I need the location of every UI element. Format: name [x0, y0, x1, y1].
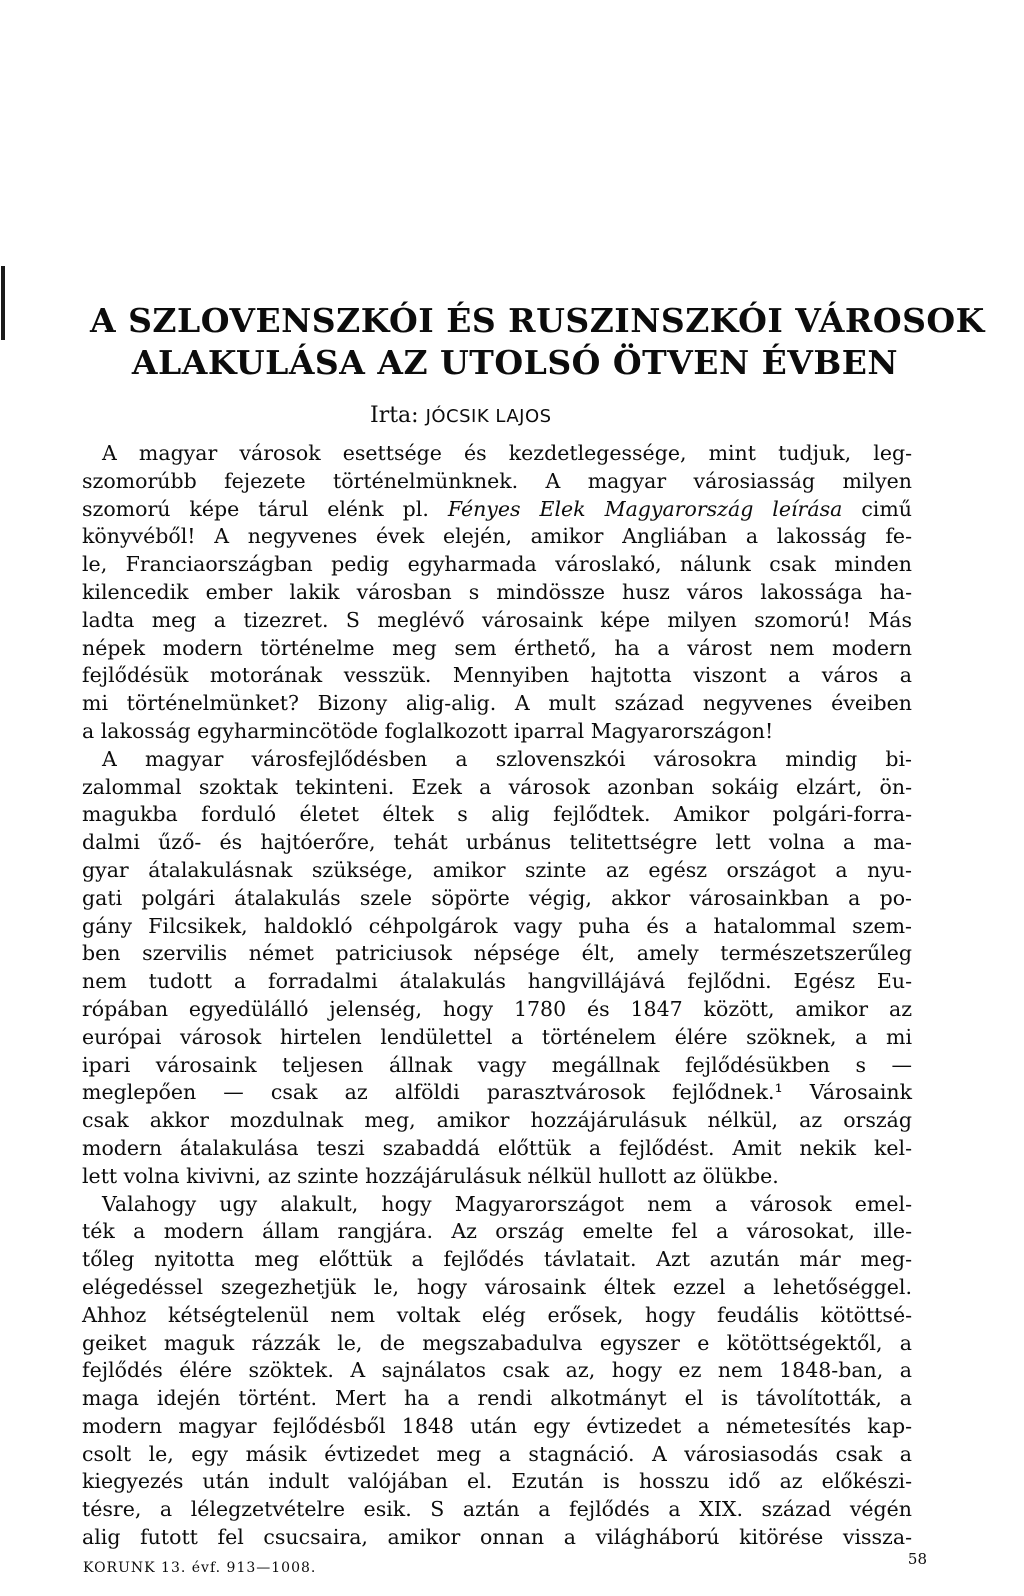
- byline: [370, 401, 552, 432]
- text-line: geiket maguk rázzák le, de megszabadulva egyszer e kötöttségektől, a: [82, 1330, 912, 1355]
- author-name: JÓCSIK LAJOS: [425, 406, 552, 427]
- text-line: európai városok hirtelen lendülettel a történelem élére szöknek, a mi: [82, 1024, 912, 1049]
- text-line: lett volna kivivni, az szinte hozzájárulásuk nélkül hullott az ölükbe.: [82, 1163, 779, 1188]
- article-title: [90, 300, 985, 384]
- text-line: gány Filcsikek, haldokló céhpolgárok vagy puha és a hatalommal szem-: [82, 913, 912, 938]
- text-line: Ahhoz kétségtelenül nem voltak elég erősek, hogy feudális kötöttsé-: [82, 1302, 912, 1327]
- scan-edge-mark: [1, 266, 5, 340]
- text-line: csak akkor mozdulnak meg, amikor hozzájárulásuk nélkül, az ország: [82, 1108, 912, 1133]
- text-line: dalmi űző- és hajtóerőre, tehát urbánus telitettségre lett volna a ma-: [82, 830, 912, 855]
- text-line: gyar átalakulásnak szüksége, amikor szinte az egész országot a nyu-: [82, 857, 912, 882]
- text-line: népek modern történelme meg sem érthető, ha a várost nem modern: [82, 635, 912, 660]
- text-line: maga idején történt. Mert ha a rendi alkotmányt el is távolították, a: [82, 1386, 912, 1411]
- text-line: ipari városaink teljesen állnak vagy megállnak fejlődésükben s —: [82, 1052, 912, 1077]
- text-line: meglepően — csak az alföldi parasztvárosok fejlődnek.¹ Városaink: [82, 1080, 912, 1105]
- text-line: [82, 496, 912, 524]
- text-line: mi történelmünket? Bizony alig-alig. A mult század negyvenes éveiben: [82, 691, 912, 716]
- text-line: alig futott fel csucsaira, amikor onnan a világháború kitörése vissza-: [82, 1525, 912, 1550]
- text-line: könyvéből! A negyvenes évek elején, amikor Angliában a lakosság fe-: [82, 524, 912, 549]
- title-line-2: ALAKULÁSA AZ UTOLSÓ ÖTVEN ÉVBEN: [131, 343, 899, 382]
- text-line: A magyar városok esettsége és kezdetlegessége, mint tudjuk, leg-: [102, 441, 912, 465]
- text-line: A magyar városfejlődésben a szlovenszkói városokra mindig bi-: [102, 746, 912, 771]
- text-line: csolt le, egy másik évtizedet meg a stagnáció. A városiasodás csak a: [82, 1441, 912, 1466]
- byline-prefix: Irta:: [370, 403, 419, 428]
- text-line: modern átalakulása teszi szabaddá előttük a fejlődést. Amit nekik kel-: [82, 1135, 912, 1160]
- text-line: tőleg nyitotta meg előttük a fejlődés távlatait. Azt azután már meg-: [82, 1247, 912, 1272]
- text-line: ték a modern állam rangjára. Az ország emelte fel a városokat, ille-: [82, 1219, 912, 1244]
- text-line: rópában egyedülálló jelenség, hogy 1780 és 1847 között, amikor az: [82, 996, 912, 1021]
- text-line: tésre, a lélegzetvételre esik. S aztán a fejlődés a XIX. század végén: [82, 1497, 912, 1522]
- text-line-end: cimű: [842, 496, 912, 521]
- text-line: le, Franciaországban pedig egyharmada városlakó, nálunk csak minden: [82, 552, 912, 577]
- text-line: modern magyar fejlődésből 1848 után egy évtizedet a németesítés kap-: [82, 1413, 912, 1438]
- text-line: fejlődés élére szöktek. A sajnálatos csak az, hogy ez nem 1848-ban, a: [82, 1358, 912, 1383]
- text-line: kiegyezés után indult valójában el. Ezután is hosszu idő az előkészi-: [82, 1469, 912, 1494]
- text-line: fejlődésük motorának vesszük. Mennyiben hajtotta viszont a város a: [82, 663, 912, 688]
- text-line: ben szervilis német patriciusok népsége élt, amely természetszerűleg: [82, 941, 912, 966]
- journal-footer: KORUNK 13. évf. 913—1008.: [83, 1560, 317, 1576]
- text-line: nem tudott a forradalmi átalakulás hangvillájává fejlődni. Egész Eu-: [82, 969, 912, 994]
- text-line: szomorúbb fejezete történelmünknek. A magyar városiasság milyen: [82, 468, 912, 493]
- text-line: ladta meg a tizezret. S meglévő városaink képe milyen szomorú! Más: [82, 607, 912, 632]
- text-line: a lakosság egyharmincötöde foglalkozott iparral Magyarországon!: [82, 718, 774, 743]
- text-line: elégedéssel szegezhetjük le, hogy városaink éltek ezzel a lehetőséggel.: [82, 1274, 912, 1299]
- text-line: kilencedik ember lakik városban s mindössze husz város lakossága ha-: [82, 579, 912, 604]
- text-line: gati polgári átalakulás szele söpörte végig, akkor városainkban a po-: [82, 885, 912, 910]
- text-line: magukba forduló életet éltek s alig fejlődtek. Amikor polgári-forra-: [82, 802, 912, 827]
- title-line-1: A SZLOVENSZKÓI ÉS RUSZINSZKÓI VÁROSOK: [90, 301, 985, 340]
- text-line-start: szomorú képe tárul elénk pl.: [82, 496, 448, 521]
- text-line: zalommal szoktak tekinteni. Ezek a városok azonban sokáig elzárt, ön-: [82, 774, 912, 799]
- article-body: [82, 440, 912, 1552]
- text-line: Valahogy ugy alakult, hogy Magyarországot nem a városok emel-: [102, 1191, 912, 1216]
- page-number: 58: [907, 1550, 927, 1568]
- book-title: Fényes Elek Magyarország leírása: [447, 496, 843, 521]
